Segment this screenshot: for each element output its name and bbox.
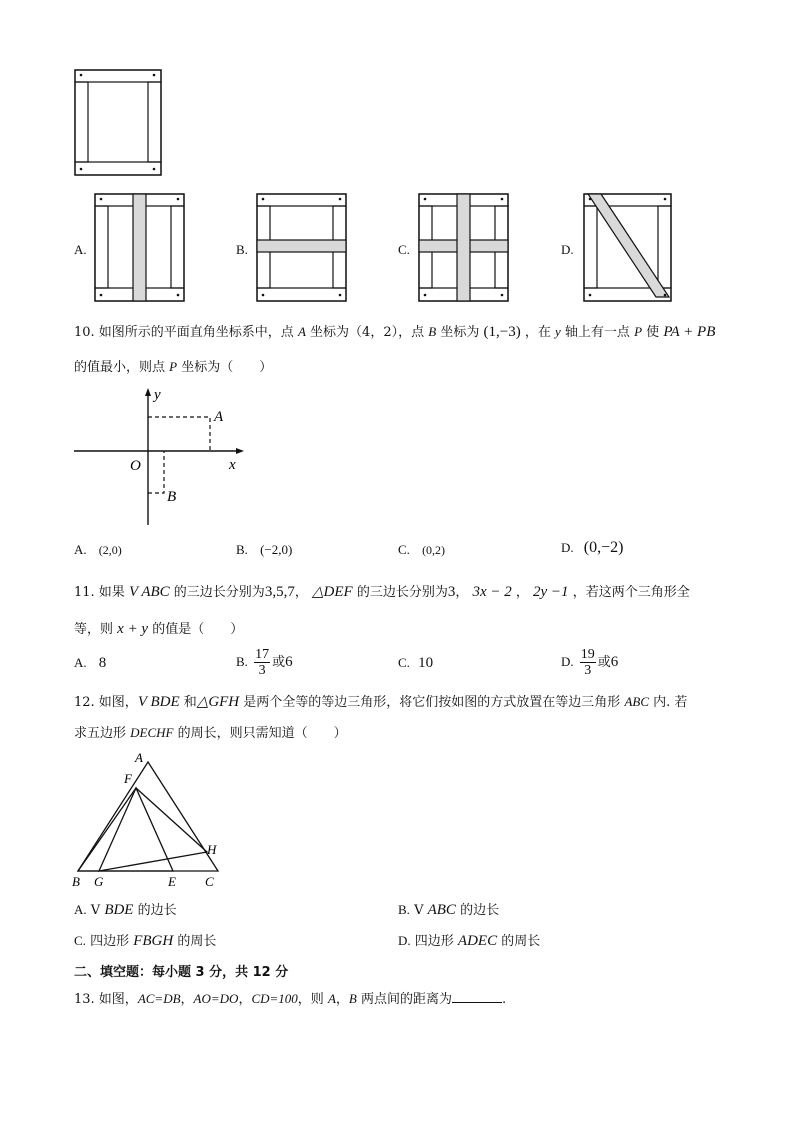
q12-option-a-label: A. [74, 902, 87, 917]
q10-text: ，在 [524, 325, 551, 340]
q11-text: 的值是（ ） [152, 622, 244, 637]
q12-option-d-suffix: 的周长 [497, 934, 541, 949]
q11-sides-abc: 3,5,7 [264, 584, 295, 600]
q10-option-b-label: B. [236, 542, 248, 557]
q10-option-d-value: (0,−2) [583, 539, 624, 556]
q13-answer-blank[interactable] [452, 990, 502, 1003]
q11-option-d-or: 或 [597, 655, 611, 670]
q13-text: . [502, 992, 507, 1007]
q10-point-a: A [297, 324, 306, 339]
q10-text: 坐标为（ ） [181, 360, 273, 375]
q12-text: 求五边形 [74, 726, 127, 741]
q10-expression: PA + PB [663, 324, 716, 340]
q11-triangle-def: △DEF [311, 584, 353, 600]
q11-question-line1: 11. 如果 V ABC 的三边长分别为3,5,7， △DEF 的三边长分别为3， 3x − 2 ， 2y −1 ，若这两个三角形全 [74, 584, 690, 600]
q11-option-c[interactable] [398, 655, 433, 672]
q11-option-b-alt: 6 [285, 654, 293, 670]
q9-option-b-figure[interactable] [256, 193, 348, 303]
q10-option-a-label: A. [74, 542, 87, 557]
q12-option-c[interactable] [74, 932, 216, 951]
q10-option-c[interactable] [398, 542, 445, 558]
q11-option-c-value: 10 [418, 655, 434, 671]
q12-fig-a-label: A [135, 750, 143, 765]
q12-question-line2 [74, 724, 347, 743]
q10-y-var: y [554, 324, 561, 339]
q12-fig-h-label: H [207, 842, 217, 857]
q13-text: ， [180, 992, 194, 1007]
q10-point-p: P [169, 359, 178, 374]
q13-eq-1: AC=DB [137, 991, 181, 1006]
q11-option-d-alt: 6 [610, 654, 619, 670]
q12-option-b[interactable] [398, 901, 499, 920]
q11-option-d[interactable] [561, 647, 618, 678]
q12-option-c-prefix: 四边形 [90, 934, 134, 949]
q9-option-c-figure[interactable] [418, 193, 510, 303]
q10-text: 10. 如图所示的平面直角坐标系中，点 [74, 325, 294, 340]
q12-triangle-figure [70, 748, 230, 890]
frame-reference-figure [74, 69, 162, 177]
q11-text: 11. 如果 [74, 585, 125, 600]
q11-option-d-numerator: 19 [580, 647, 595, 662]
q12-option-b-prefix: V [414, 903, 428, 918]
q12-option-d-prefix: 四边形 [414, 934, 458, 949]
q13-text: ， [238, 992, 252, 1007]
q11-side-1: 3 [447, 584, 456, 600]
q13-text: 13. 如图， [74, 992, 138, 1007]
q11-text: ， [294, 585, 308, 600]
q10-option-c-value: (0,2) [422, 543, 446, 557]
q12-pentagon: DECHF [130, 725, 174, 740]
q12-option-d-label: D. [398, 933, 411, 948]
q12-triangle-bde: V BDE [137, 694, 180, 710]
q9-option-a-label[interactable]: A. [74, 242, 87, 257]
q10-option-b-value: (−2,0) [260, 542, 293, 557]
q11-text: 的三边长分别为 [173, 585, 265, 600]
q10-fig-y-label: y [154, 387, 161, 403]
q11-option-b-label: B. [236, 654, 248, 669]
q10-text: 轴上有一点 [564, 325, 630, 340]
q11-option-d-label: D. [561, 654, 574, 669]
q13-question [74, 990, 506, 1009]
q12-fig-f-label: F [124, 771, 132, 786]
q12-question-line1 [74, 693, 687, 712]
q11-option-b-denominator: 3 [258, 663, 266, 678]
q11-option-c-label: C. [398, 655, 410, 670]
q10-option-b[interactable] [236, 542, 292, 558]
q11-text: 的三边长分别为 [356, 585, 448, 600]
q10-point-b: B [428, 324, 437, 339]
q12-text: 是两个全等的等边三角形，将它们按如图的方式放置在等边三角形 [243, 695, 621, 710]
q11-option-b[interactable] [236, 647, 293, 678]
q12-option-d[interactable] [398, 932, 540, 951]
q11-option-a[interactable] [74, 655, 106, 672]
q11-option-a-value: 8 [98, 655, 107, 671]
q12-fig-c-label: C [205, 874, 214, 889]
q12-triangle-abc: ABC [624, 694, 650, 709]
q10-fig-o-label: O [130, 458, 141, 474]
q11-side-2: 3x − 2 [472, 584, 512, 600]
q12-text: 的周长，则只需知道（ ） [177, 726, 347, 741]
q11-option-d-fraction [580, 647, 596, 678]
q9-option-d-label[interactable]: D. [561, 242, 574, 257]
q12-option-b-label: B. [398, 902, 410, 917]
q13-eq-3: CD=100 [251, 991, 298, 1006]
q12-option-b-name: ABC [427, 902, 456, 918]
q12-fig-e-label: E [168, 874, 176, 889]
q10-text: 使 [646, 325, 660, 340]
q10-option-d-label: D. [561, 540, 574, 555]
q11-question-line2 [74, 620, 243, 639]
q10-fig-a-label: A [214, 409, 224, 425]
q13-text: ， [335, 992, 349, 1007]
q10-option-a[interactable] [74, 542, 122, 558]
q10-fig-x-label: x [229, 457, 236, 473]
q11-side-3: 2y −1 [533, 584, 569, 600]
q12-triangle-gfh: △GFH [196, 694, 240, 710]
q9-option-b-label[interactable]: B. [236, 242, 248, 257]
q12-option-a-prefix: V [90, 903, 105, 918]
q10-question-line2 [74, 358, 272, 377]
q12-text: 内. 若 [653, 695, 688, 710]
q12-option-d-name: ADEC [457, 933, 498, 949]
q11-text: ，若这两个三角形全 [572, 585, 690, 600]
q13-point-a: A [327, 991, 336, 1006]
q9-option-c-label[interactable]: C. [398, 242, 410, 257]
q10-coord-b: (1,−3) [483, 324, 521, 340]
q12-option-a-name: BDE [104, 902, 134, 918]
q13-text: ，则 [297, 992, 324, 1007]
q11-text: 等，则 [74, 622, 114, 637]
q11-option-b-fraction [254, 647, 270, 678]
q10-text: 坐标为 [440, 325, 480, 340]
q10-option-d[interactable] [561, 539, 623, 557]
q11-expression: x + y [117, 621, 149, 637]
q13-text: 两点间的距离为 [361, 992, 453, 1007]
q10-option-c-label: C. [398, 542, 410, 557]
q9-option-d-figure[interactable] [583, 193, 673, 303]
q10-point-p: P [634, 324, 643, 339]
q12-option-c-label: C. [74, 933, 86, 948]
q12-option-a-suffix: 的边长 [133, 903, 177, 918]
q12-option-b-suffix: 的边长 [455, 903, 500, 918]
q11-option-a-label: A. [74, 655, 87, 670]
q11-option-d-denominator: 3 [584, 663, 592, 678]
q12-text: 12. 如图， [74, 695, 138, 710]
q12-fig-g-label: G [94, 874, 104, 889]
section-title: 二、填空题：每小题 3 分，共 12 分 [74, 965, 289, 980]
q12-fig-b-label: B [72, 874, 80, 889]
q10-text: 坐标为（4，2），点 [310, 325, 425, 340]
q13-eq-2: AO=DO [193, 991, 239, 1006]
q12-option-a[interactable] [74, 901, 177, 920]
q11-triangle-abc: V ABC [128, 584, 170, 600]
q10-text: 的值最小，则点 [74, 360, 166, 375]
q13-point-b: B [348, 991, 357, 1006]
q10-fig-b-label: B [167, 489, 177, 505]
q10-coordinate-figure [72, 383, 252, 528]
q9-option-a-figure[interactable] [94, 193, 186, 303]
q12-option-c-name: FBGH [133, 933, 174, 949]
q12-option-c-suffix: 的周长 [173, 934, 217, 949]
q12-text: 和 [183, 695, 197, 710]
q10-question-line1 [74, 323, 715, 342]
q10-option-a-value: (2,0) [98, 543, 122, 557]
q11-option-b-or: 或 [272, 655, 286, 670]
q11-option-b-numerator: 17 [255, 647, 270, 662]
